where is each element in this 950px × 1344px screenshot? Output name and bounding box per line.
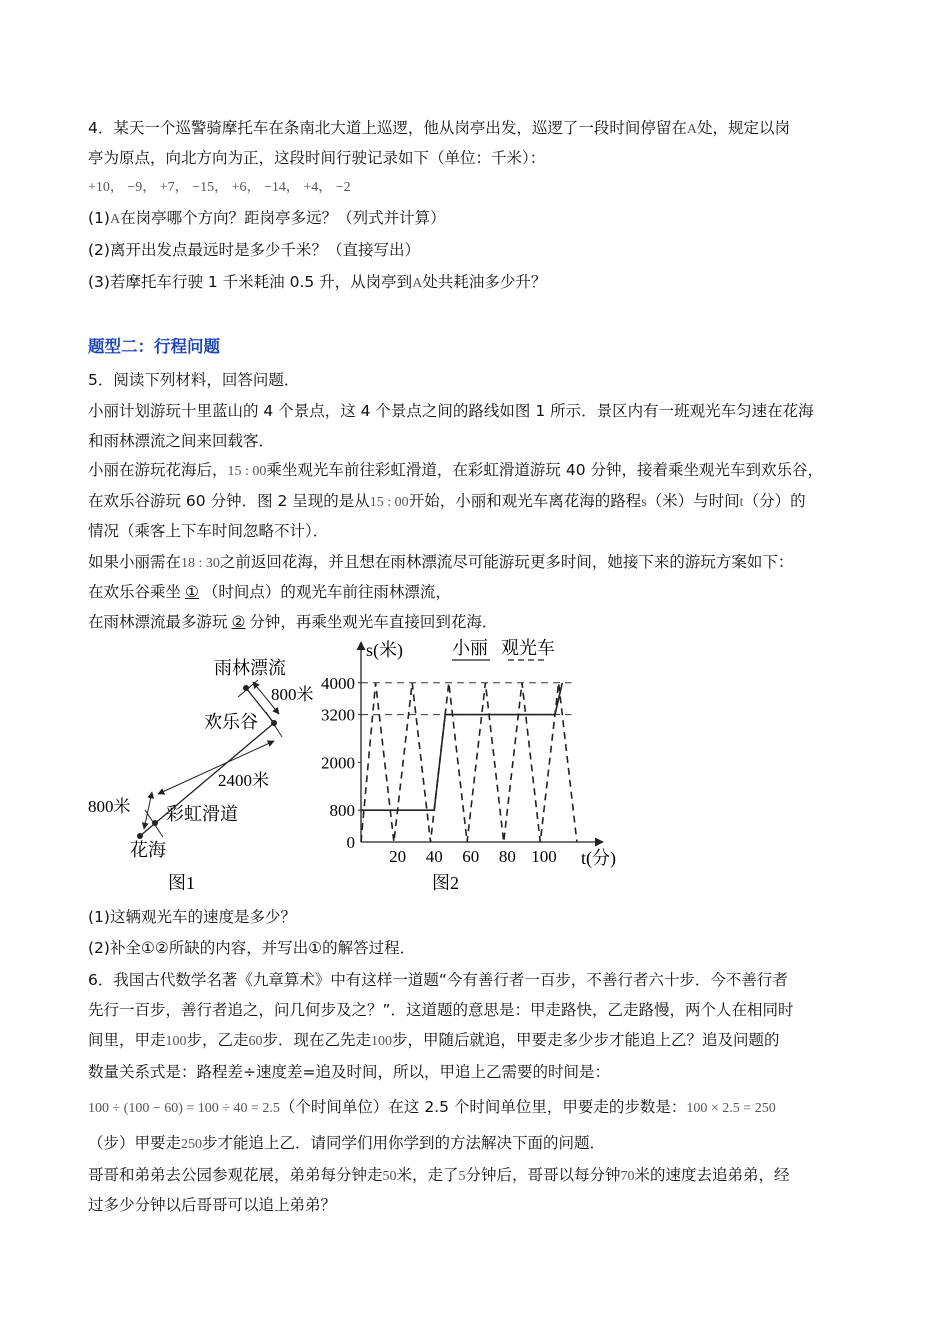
q5-text: 开始，小丽和观光车离花海的路程: [408, 492, 642, 510]
q4-part-2: (2)离开出发点最远时是多少千米？（直接写出）: [88, 241, 420, 259]
q5-line-9: [88, 612, 497, 632]
q6-text: 步，甲随后就追，甲要走多少步才能追上乙？追及问题的: [392, 1031, 780, 1049]
series-bus: [361, 683, 577, 842]
fig2-caption: 图2: [432, 873, 459, 893]
tick-mark: [266, 712, 282, 737]
q5-text: （时间点）的观光车前往雨林漂流，: [202, 583, 451, 601]
y-axis-label: s(米): [366, 640, 403, 660]
q5-line-1: 5．阅读下列材料，回答问题．: [88, 371, 300, 389]
fig1-caption: 图1: [168, 873, 195, 893]
q5-line-4: [88, 460, 823, 482]
figure-1-route-map: [88, 658, 314, 893]
num-100: 100: [371, 1034, 393, 1049]
q5-text: 分钟，再乘坐观光车直接回到花海．: [249, 613, 498, 631]
q6-line-6: [88, 1133, 605, 1155]
x-axis-label: t(分): [581, 848, 616, 868]
q4-part-3: [88, 272, 546, 294]
q5-sub-2: (2)补全①②所缺的内容，并写出①的解答过程．: [88, 939, 416, 957]
point-a: A: [109, 212, 121, 227]
tick-mark: [238, 680, 258, 697]
num-60: 60: [248, 1034, 263, 1049]
q5-text: （分）的: [743, 492, 806, 510]
q5-line-2: 小丽计划游玩十里蓝山的 4 个景点，这 4 个景点之间的路线如图 1 所示．景区内有一班观光车匀速在花海: [88, 402, 814, 420]
figure-2-chart: [321, 638, 616, 893]
q4-records: +10， −9， +7， −15， +6， −14， +4， −2: [88, 180, 351, 195]
label-rainbow: 彩虹滑道: [166, 804, 238, 824]
blank-1[interactable]: ①: [185, 583, 199, 601]
point-a: A: [412, 276, 423, 291]
expr-1: 100 ÷ (100 − 60) = 100 ÷ 40 = 2.5: [88, 1101, 280, 1116]
label-800-left: 800米: [88, 797, 131, 816]
q5-line-8: [88, 582, 451, 602]
q6-line-7: [88, 1165, 790, 1187]
label-800-top: 800米: [271, 685, 314, 704]
q5-text: 乘坐观光车前往彩虹滑道，在彩虹滑道游玩 40 分钟，接着乘坐观光车到欢乐谷，: [266, 461, 823, 479]
q6-text: 分钟后，哥哥以每分钟: [465, 1166, 621, 1184]
q4-line-1: [88, 118, 790, 140]
time-1830: 18 : 30: [181, 556, 220, 571]
time-1500: 15 : 00: [369, 495, 409, 510]
y-tick-label: 800: [329, 801, 355, 821]
q4-text: (1): [88, 209, 110, 227]
x-tick-label: 60: [462, 847, 480, 866]
q6-line-8: 过多少分钟以后哥哥可以追上弟弟？: [88, 1196, 337, 1214]
x-tick-label: 40: [425, 847, 443, 866]
q6-text: 步，乙走: [186, 1031, 249, 1049]
q5-text: 在欢乐谷乘坐: [88, 583, 182, 601]
num-100: 100: [165, 1034, 187, 1049]
time-1500: 15 : 00: [227, 464, 267, 479]
label-flowersea: 花海: [130, 840, 166, 860]
figures: [88, 630, 648, 900]
var-t: t: [739, 495, 744, 510]
y-tick-label: 2000: [321, 753, 355, 773]
q5-text: 如果小丽需在: [88, 553, 182, 571]
q6-text: 米的速度去追弟弟，经: [634, 1166, 790, 1184]
blank-2[interactable]: ②: [231, 613, 246, 631]
q5-sub-1: (1)这辆观光车的速度是多少？: [88, 908, 296, 926]
q5-line-6: 情况（乘客上下车时间忽略不计）．: [88, 522, 329, 540]
y-tick-label: 4000: [321, 673, 355, 693]
var-s: s: [641, 495, 647, 510]
q6-line-1: 6．我国古代数学名著《九章算术》中有这样一道题“今有善行者一百步，不善行者六十步．今不善行者: [88, 971, 788, 989]
q5-line-5: [88, 491, 806, 513]
q6-text: 步才能追上乙．请同学们用你学到的方法解决下面的问题．: [202, 1134, 606, 1152]
q5-line-3: 和雨林漂流之间来回载客．: [88, 432, 275, 450]
q6-line-3: [88, 1030, 780, 1052]
label-happyvalley: 欢乐谷: [204, 712, 258, 732]
q6-text: 哥哥和弟弟去公园参观花展，弟弟每分钟走: [88, 1166, 383, 1184]
label-rainforest: 雨林漂流: [214, 658, 286, 678]
q4-text: (3)若摩托车行驶 1 千米耗油 0.5 升，从岗亭到: [88, 273, 413, 291]
x-tick-label: 20: [389, 847, 407, 866]
num-250: 250: [181, 1137, 203, 1152]
x-tick-label: 100: [531, 847, 557, 866]
q5-text: 在欢乐谷游玩 60 分钟．图 2 呈现的是从: [88, 492, 370, 510]
flowersea-dot: [137, 833, 143, 839]
q4-text: 处共耗油多少升？: [422, 273, 547, 291]
q4-text: 在岗亭哪个方向？距岗亭多远？（列式并计算）: [120, 209, 446, 227]
q4-line-2: 亭为原点，向北方向为正，这段时间行驶记录如下（单位：千米）：: [88, 149, 546, 167]
section-heading: 题型二：行程问题: [88, 337, 220, 356]
y-tick-label: 3200: [321, 705, 355, 725]
q5-text: （米）与时间: [646, 492, 740, 510]
num-5: 5: [458, 1169, 466, 1184]
q4-text: 4．某天一个巡警骑摩托车在条南北大道上巡逻，他从岗亭出发，巡逻了一段时间停留在: [88, 119, 687, 137]
point-a: A: [686, 122, 697, 137]
q4-text: 处，规定以岗: [697, 119, 791, 137]
q6-line-4: 数量关系式是：路程差÷速度差=追及时间，所以，甲追上乙需要的时间是：: [88, 1063, 610, 1081]
legend-bus: 观光车: [501, 638, 555, 658]
q6-text: 米，走了: [396, 1166, 459, 1184]
q6-line-2: 先行一百步，善行者追之，问几何步及之？”．这道题的意思是：甲走路快，乙走路慢，两个人在相同时: [88, 1001, 794, 1019]
q6-text: 间里，甲走: [88, 1031, 166, 1049]
q6-text: （个时间单位）在这 2.5 个时间单位里，甲要走的步数是：: [279, 1098, 687, 1116]
y-tick-label: 0: [346, 833, 355, 852]
label-2400: 2400米: [218, 771, 269, 790]
q4-part-1: [88, 208, 446, 230]
expr-2: 100 × 2.5 = 250: [686, 1101, 776, 1116]
q5-text: 小丽在游玩花海后，: [88, 461, 228, 479]
legend-xiaoli: 小丽: [452, 638, 488, 658]
q5-text: 之前返回花海，并且想在雨林漂流尽可能游玩更多时间，她接下来的游玩方案如下：: [219, 553, 794, 571]
q6-line-5: [88, 1097, 776, 1119]
q6-text: （步）甲要走: [88, 1134, 182, 1152]
q6-text: 步．现在乙先走: [262, 1031, 372, 1049]
series-xiaoli: [361, 683, 562, 810]
x-tick-label: 80: [498, 847, 516, 866]
q5-text: 在雨林漂流最多游玩: [88, 613, 228, 631]
num-70: 70: [620, 1169, 635, 1184]
num-50: 50: [382, 1169, 397, 1184]
q5-line-7: [88, 552, 793, 574]
